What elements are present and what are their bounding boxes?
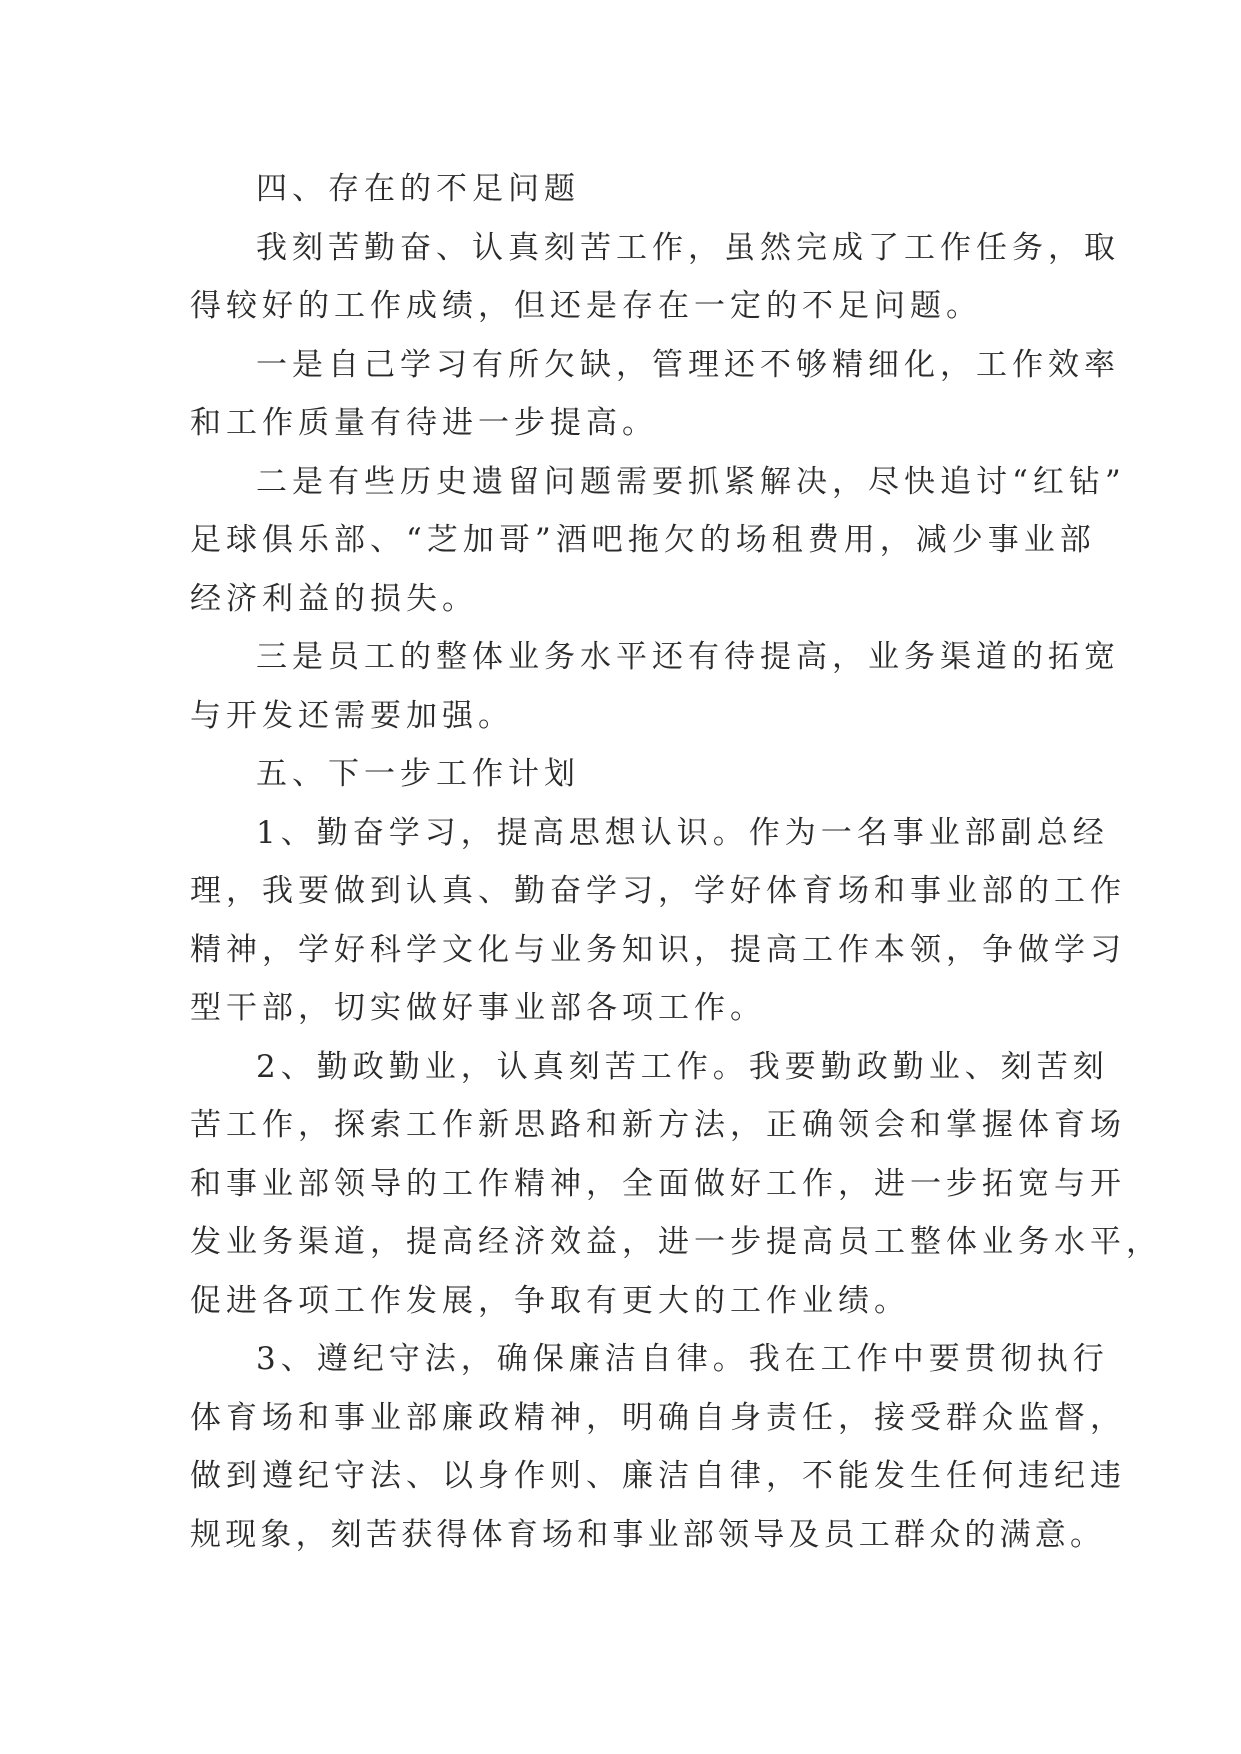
section-heading-next-plan: 五、下一步工作计划	[256, 756, 580, 792]
paragraph-line: 体育场和事业部廉政精神，明确自身责任，接受群众监督，	[190, 1399, 1126, 1436]
paragraph-line: 1、勤奋学习，提高思想认识。作为一名事业部副总经	[256, 814, 1109, 851]
paragraph-line: 一是自己学习有所欠缺，管理还不够精细化，工作效率	[256, 346, 1120, 383]
paragraph-line: 促进各项工作发展，争取有更大的工作业绩。	[190, 1282, 910, 1319]
section-heading-shortcomings: 四、存在的不足问题	[256, 171, 580, 207]
paragraph-line: 做到遵纪守法、以身作则、廉洁自律，不能发生任何违纪违	[190, 1458, 1126, 1494]
paragraph-line: 发业务渠道，提高经济效益，进一步提高员工整体业务水平，	[190, 1224, 1162, 1260]
paragraph-line: 与开发还需要加强。	[190, 697, 514, 734]
paragraph-line: 和工作质量有待进一步提高。	[190, 405, 658, 441]
paragraph-line: 规现象，刻苦获得体育场和事业部领导及员工群众的满意。	[190, 1516, 1106, 1553]
paragraph-line: 3、遵纪守法，确保廉洁自律。我在工作中要贯彻执行	[256, 1341, 1109, 1377]
document-body	[190, 160, 1162, 1564]
paragraph-line: 2、勤政勤业，认真刻苦工作。我要勤政勤业、刻苦刻	[256, 1048, 1109, 1085]
paragraph-line: 我刻苦勤奋、认真刻苦工作，虽然完成了工作任务，取	[256, 229, 1120, 266]
paragraph-line: 精神，学好科学文化与业务知识，提高工作本领，争做学习	[190, 931, 1126, 968]
paragraph-line: 经济利益的损失。	[190, 580, 478, 617]
paragraph-line: 理，我要做到认真、勤奋学习，学好体育场和事业部的工作	[190, 873, 1126, 909]
paragraph-line: 和事业部领导的工作精神，全面做好工作，进一步拓宽与开	[190, 1165, 1126, 1202]
paragraph-line: 三是员工的整体业务水平还有待提高，业务渠道的拓宽	[256, 639, 1120, 675]
paragraph-line: 二是有些历史遗留问题需要抓紧解决，尽快追讨“红钻”	[256, 463, 1126, 500]
paragraph-line: 得较好的工作成绩，但还是存在一定的不足问题。	[190, 288, 982, 324]
paragraph-line: 足球俱乐部、“芝加哥”酒吧拖欠的场租费用，减少事业部	[190, 522, 1096, 558]
paragraph-line: 型干部，切实做好事业部各项工作。	[190, 990, 766, 1026]
paragraph-line: 苦工作，探索工作新思路和新方法，正确领会和掌握体育场	[190, 1107, 1126, 1143]
